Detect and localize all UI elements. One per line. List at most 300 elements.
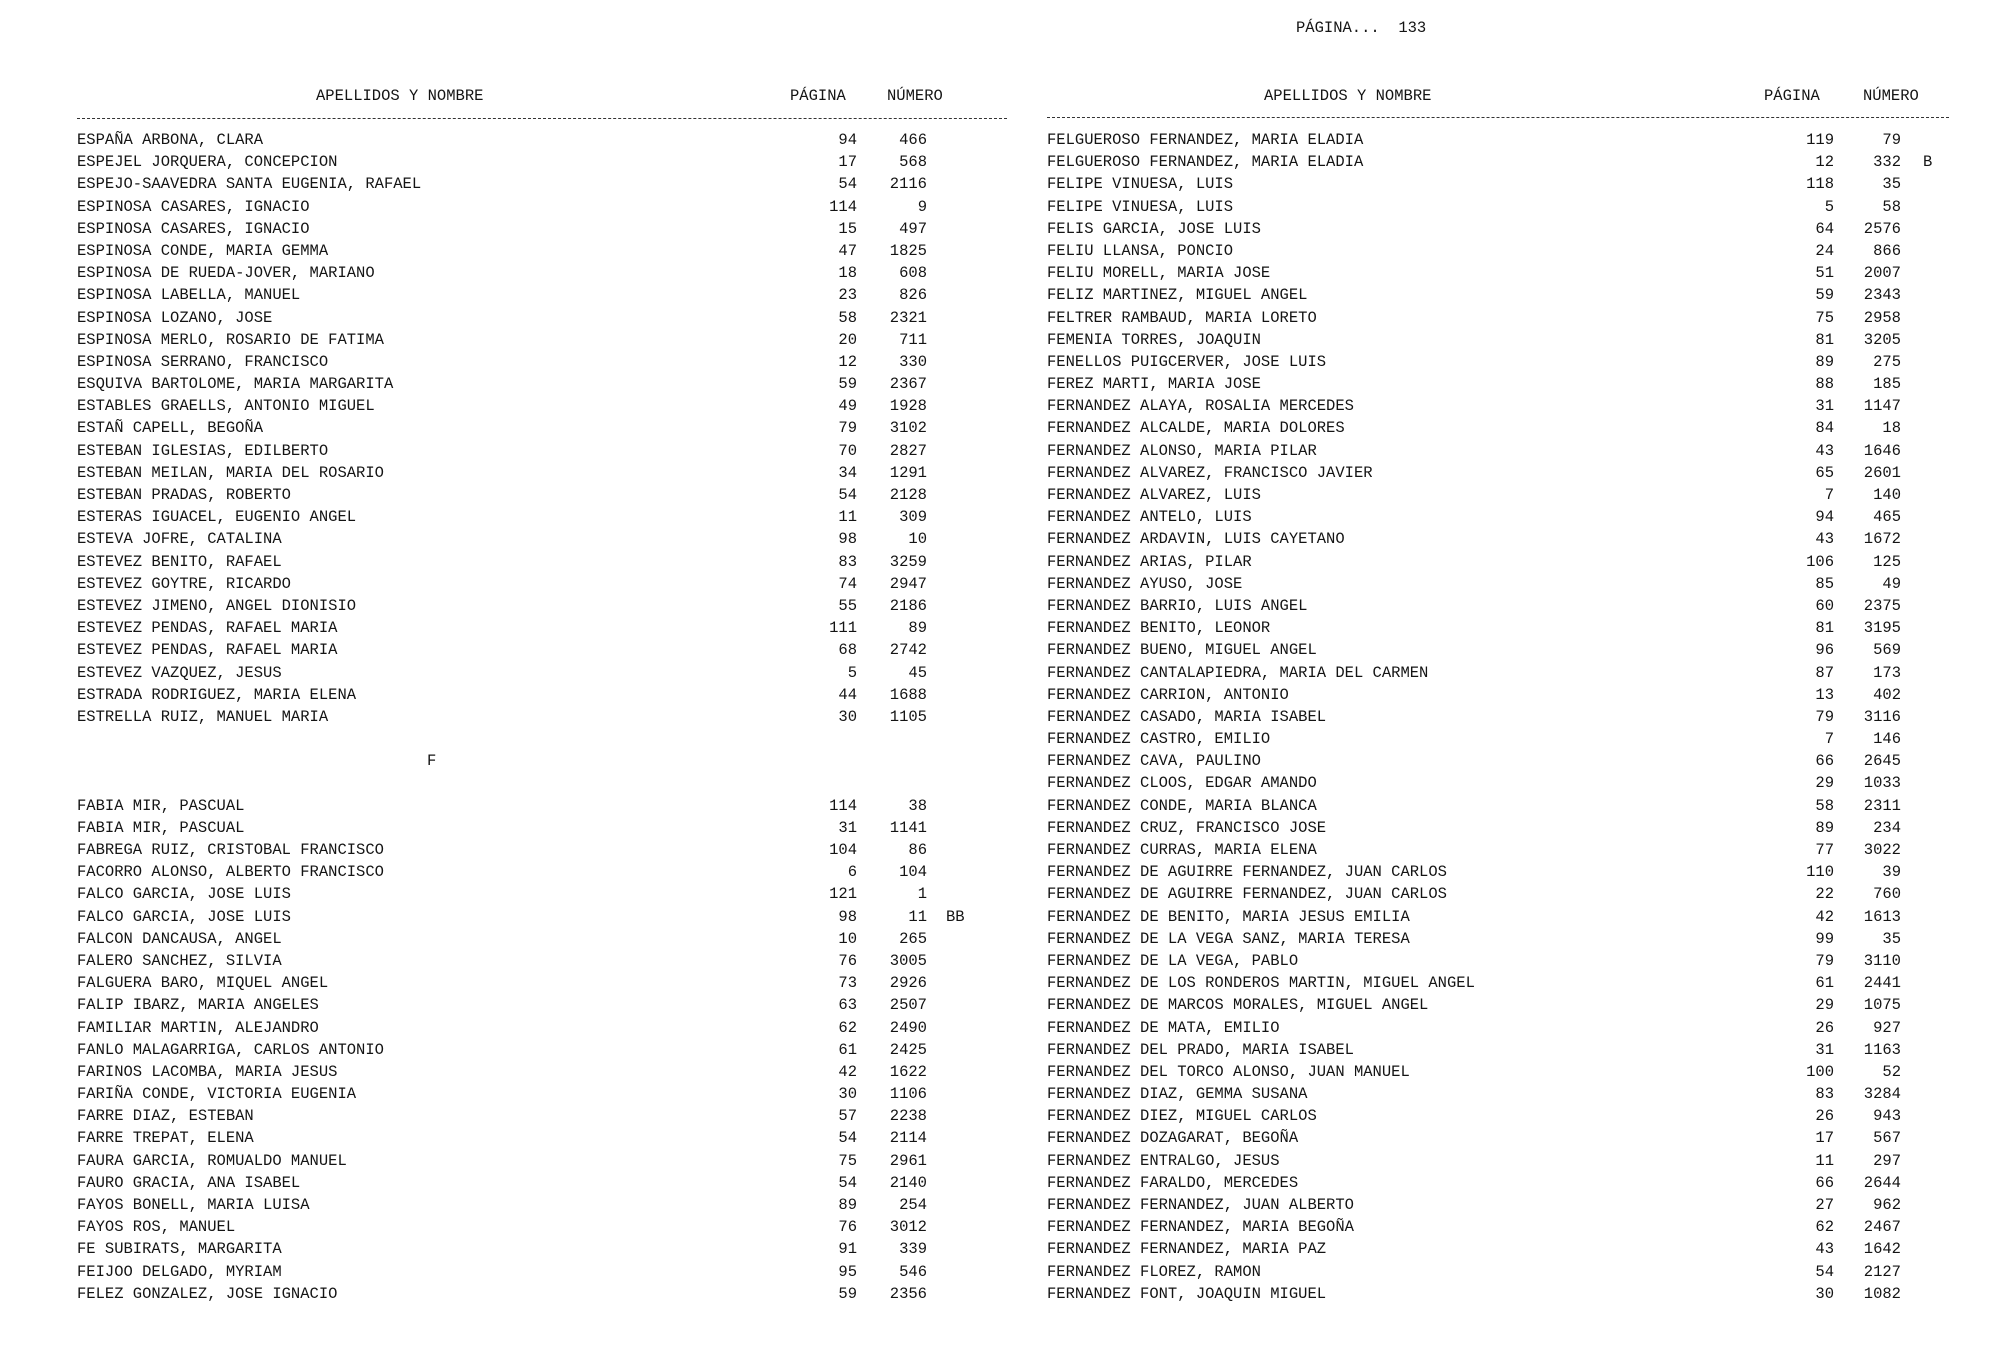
entry-name: FERNANDEZ ARIAS, PILAR bbox=[1047, 552, 1252, 571]
entry-name: FELEZ GONZALEZ, JOSE IGNACIO bbox=[77, 1284, 338, 1303]
entry-pagina: 17 bbox=[838, 153, 857, 172]
index-entry bbox=[1047, 1039, 1947, 1061]
right-header-pagina: PÁGINA bbox=[1764, 87, 1820, 105]
entry-numero: 332 bbox=[1873, 153, 1901, 172]
entry-name: FARIÑA CONDE, VICTORIA EUGENIA bbox=[77, 1085, 357, 1104]
index-entry bbox=[1047, 861, 1947, 883]
right-header-numero: NÚMERO bbox=[1863, 87, 1919, 105]
entry-pagina: 42 bbox=[1815, 907, 1834, 926]
entry-pagina: 30 bbox=[838, 707, 857, 726]
index-entry bbox=[1047, 839, 1947, 861]
entry-pagina: 76 bbox=[838, 1218, 857, 1237]
entry-name: FERNANDEZ ALCALDE, MARIA DOLORES bbox=[1047, 419, 1345, 438]
entry-name: FERNANDEZ FERNANDEZ, MARIA PAZ bbox=[1047, 1240, 1327, 1259]
index-entry bbox=[77, 506, 977, 528]
index-entry bbox=[1047, 329, 1947, 351]
index-entry bbox=[1047, 307, 1947, 329]
entry-pagina: 18 bbox=[838, 264, 857, 283]
index-entry bbox=[1047, 1261, 1947, 1283]
index-entry bbox=[77, 706, 977, 728]
entry-pagina: 17 bbox=[1815, 1129, 1834, 1148]
entry-pagina: 75 bbox=[838, 1151, 857, 1170]
entry-pagina: 51 bbox=[1815, 264, 1834, 283]
index-entry bbox=[77, 417, 977, 439]
entry-pagina: 59 bbox=[838, 1284, 857, 1303]
entry-pagina: 119 bbox=[1806, 131, 1834, 149]
index-entry bbox=[77, 883, 977, 905]
entry-pagina: 70 bbox=[838, 441, 857, 460]
entry-name: ESPEJO-SAAVEDRA SANTA EUGENIA, RAFAEL bbox=[77, 175, 422, 194]
entry-numero: 49 bbox=[1882, 574, 1901, 593]
index-entry bbox=[77, 351, 977, 373]
entry-pagina: 54 bbox=[838, 175, 857, 194]
index-entry bbox=[1047, 883, 1947, 905]
index-entry bbox=[77, 617, 977, 639]
entry-pagina: 61 bbox=[838, 1040, 857, 1059]
entry-numero: 297 bbox=[1873, 1151, 1901, 1170]
entry-pagina: 94 bbox=[1815, 508, 1834, 527]
page-label: PÁGINA... bbox=[1296, 19, 1380, 37]
entry-numero: 1141 bbox=[889, 818, 927, 837]
entry-numero: 10 bbox=[908, 530, 927, 549]
entry-pagina: 43 bbox=[1815, 441, 1834, 460]
index-entry bbox=[77, 528, 977, 550]
index-entry bbox=[1047, 950, 1947, 972]
index-entry bbox=[1047, 573, 1947, 595]
entry-name: ESTEBAN MEILAN, MARIA DEL ROSARIO bbox=[77, 463, 384, 482]
entry-pagina: 95 bbox=[838, 1262, 857, 1281]
entry-pagina: 64 bbox=[1815, 219, 1834, 238]
index-entry bbox=[77, 284, 977, 306]
index-entry bbox=[1047, 1083, 1947, 1105]
index-entry bbox=[77, 795, 977, 817]
entry-pagina: 47 bbox=[838, 241, 857, 260]
entry-name: FERNANDEZ DIAZ, GEMMA SUSANA bbox=[1047, 1085, 1308, 1104]
entry-name: FERNANDEZ FARALDO, MERCEDES bbox=[1047, 1173, 1299, 1192]
entry-name: FEREZ MARTI, MARIA JOSE bbox=[1047, 375, 1261, 394]
entry-numero: 2467 bbox=[1863, 1218, 1901, 1237]
entry-numero: 330 bbox=[899, 352, 927, 371]
index-entry bbox=[1047, 151, 1947, 173]
index-entry bbox=[1047, 262, 1947, 284]
entry-numero: 185 bbox=[1873, 375, 1901, 394]
entry-numero: 3284 bbox=[1863, 1085, 1901, 1104]
entry-name: FALERO SANCHEZ, SILVIA bbox=[77, 951, 282, 970]
index-entry bbox=[1047, 906, 1947, 928]
left-header-name: APELLIDOS Y NOMBRE bbox=[316, 87, 484, 105]
index-entry bbox=[77, 484, 977, 506]
entry-name: FERNANDEZ CRUZ, FRANCISCO JOSE bbox=[1047, 818, 1327, 837]
entry-name: FERNANDEZ ALONSO, MARIA PILAR bbox=[1047, 441, 1317, 460]
entry-name: ESTRELLA RUIZ, MANUEL MARIA bbox=[77, 707, 329, 726]
entry-pagina: 111 bbox=[829, 619, 857, 638]
entry-numero: 3012 bbox=[889, 1218, 927, 1237]
index-entry bbox=[1047, 728, 1947, 750]
index-entry bbox=[1047, 1017, 1947, 1039]
entry-numero: 1105 bbox=[889, 707, 927, 726]
entry-numero: 140 bbox=[1873, 486, 1901, 504]
index-entry bbox=[77, 595, 977, 617]
entry-numero: 52 bbox=[1882, 1062, 1901, 1081]
entry-pagina: 5 bbox=[1824, 197, 1834, 216]
entry-name: FAURA GARCIA, ROMUALDO MANUEL bbox=[77, 1151, 347, 1170]
entry-pagina: 54 bbox=[838, 1129, 857, 1148]
entry-name: FERNANDEZ DE MARCOS MORALES, MIGUEL ANGEL bbox=[1047, 996, 1429, 1015]
entry-pagina: 65 bbox=[1815, 463, 1834, 482]
entry-numero: 927 bbox=[1873, 1018, 1901, 1037]
entry-name: ESPINOSA MERLO, ROSARIO DE FATIMA bbox=[77, 330, 384, 349]
entry-numero: 497 bbox=[899, 219, 927, 238]
index-entry bbox=[1047, 750, 1947, 772]
index-entry bbox=[77, 1172, 977, 1194]
index-entry bbox=[77, 329, 977, 351]
entry-pagina: 89 bbox=[1815, 352, 1834, 371]
index-entry bbox=[77, 1150, 977, 1172]
entry-pagina: 110 bbox=[1806, 863, 1834, 882]
entry-numero: 1825 bbox=[889, 241, 927, 260]
entry-name: FACORRO ALONSO, ALBERTO FRANCISCO bbox=[77, 863, 384, 882]
index-entry bbox=[77, 440, 977, 462]
entry-name: ESTEVA JOFRE, CATALINA bbox=[77, 530, 282, 549]
page-number: 133 bbox=[1398, 19, 1427, 37]
entry-name: ESPINOSA LABELLA, MANUEL bbox=[77, 286, 301, 305]
entry-name: ESTEVEZ JIMENO, ANGEL DIONISIO bbox=[77, 596, 357, 615]
index-entry bbox=[1047, 595, 1947, 617]
entry-name: FERNANDEZ DEL PRADO, MARIA ISABEL bbox=[1047, 1040, 1354, 1059]
entry-numero: 2507 bbox=[889, 996, 927, 1015]
index-entry bbox=[1047, 1150, 1947, 1172]
index-entry bbox=[1047, 617, 1947, 639]
entry-name: FELGUEROSO FERNANDEZ, MARIA ELADIA bbox=[1047, 153, 1364, 172]
entry-numero: 943 bbox=[1873, 1107, 1901, 1126]
entry-name: FERNANDEZ DE LA VEGA SANZ, MARIA TERESA bbox=[1047, 929, 1410, 948]
entry-pagina: 96 bbox=[1815, 641, 1834, 660]
index-entry bbox=[77, 1216, 977, 1238]
index-entry bbox=[77, 1039, 977, 1061]
index-entry bbox=[77, 1017, 977, 1039]
entry-name: ESPINOSA CASARES, IGNACIO bbox=[77, 197, 310, 216]
index-entry bbox=[1047, 662, 1947, 684]
entry-numero: 125 bbox=[1873, 552, 1901, 571]
entry-name: ESTEVEZ BENITO, RAFAEL bbox=[77, 552, 282, 571]
entry-pagina: 104 bbox=[829, 841, 857, 859]
entry-pagina: 77 bbox=[1815, 841, 1834, 859]
entry-numero: 1147 bbox=[1863, 397, 1901, 416]
entry-name: FERNANDEZ ARDAVIN, LUIS CAYETANO bbox=[1047, 530, 1345, 549]
entry-numero: 1688 bbox=[889, 685, 927, 704]
entry-pagina: 91 bbox=[838, 1240, 857, 1259]
index-entry bbox=[1047, 440, 1947, 462]
entry-numero: 1928 bbox=[889, 397, 927, 416]
entry-numero: 3195 bbox=[1863, 619, 1901, 638]
entry-numero: 234 bbox=[1873, 818, 1901, 837]
entry-numero: 2947 bbox=[889, 574, 927, 593]
entry-numero: 79 bbox=[1882, 131, 1901, 149]
index-entry bbox=[77, 906, 977, 928]
entry-name: FERNANDEZ CASADO, MARIA ISABEL bbox=[1047, 707, 1327, 726]
entry-pagina: 7 bbox=[1824, 486, 1834, 504]
entry-pagina: 42 bbox=[838, 1062, 857, 1081]
entry-name: FELTRER RAMBAUD, MARIA LORETO bbox=[1047, 308, 1317, 327]
entry-name: ESTEVEZ VAZQUEZ, JESUS bbox=[77, 663, 282, 682]
entry-numero: 45 bbox=[908, 663, 927, 682]
entry-name: FABIA MIR, PASCUAL bbox=[77, 796, 245, 815]
entry-name: FERNANDEZ CAVA, PAULINO bbox=[1047, 752, 1261, 771]
index-entry bbox=[77, 1283, 977, 1305]
index-entry bbox=[77, 1061, 977, 1083]
index-entry bbox=[77, 551, 977, 573]
index-entry bbox=[77, 839, 977, 861]
index-entry bbox=[1047, 1061, 1947, 1083]
entry-name: FERNANDEZ FERNANDEZ, JUAN ALBERTO bbox=[1047, 1196, 1354, 1214]
entry-numero: 2926 bbox=[889, 974, 927, 993]
index-entry bbox=[77, 218, 977, 240]
right-header-name: APELLIDOS Y NOMBRE bbox=[1264, 87, 1432, 105]
entry-pagina: 15 bbox=[838, 219, 857, 238]
entry-pagina: 98 bbox=[838, 530, 857, 549]
entry-numero: 2127 bbox=[1863, 1262, 1901, 1281]
index-entry bbox=[77, 462, 977, 484]
entry-pagina: 23 bbox=[838, 286, 857, 305]
entry-name: FERNANDEZ CANTALAPIEDRA, MARIA DEL CARMEN bbox=[1047, 663, 1429, 682]
entry-numero: 826 bbox=[899, 286, 927, 305]
entry-name: ESPAÑA ARBONA, CLARA bbox=[77, 131, 264, 149]
entry-pagina: 29 bbox=[1815, 996, 1834, 1015]
entry-pagina: 62 bbox=[838, 1018, 857, 1037]
entry-pagina: 89 bbox=[838, 1196, 857, 1214]
entry-numero: 309 bbox=[899, 508, 927, 527]
entry-numero: 2367 bbox=[889, 375, 927, 394]
index-entry bbox=[77, 196, 977, 218]
entry-numero: 1642 bbox=[1863, 1240, 1901, 1259]
entry-numero: 866 bbox=[1873, 241, 1901, 260]
entry-numero: 2576 bbox=[1863, 219, 1901, 238]
entry-numero: 2186 bbox=[889, 596, 927, 615]
entry-pagina: 54 bbox=[838, 486, 857, 504]
entry-name: FERNANDEZ CARRION, ANTONIO bbox=[1047, 685, 1289, 704]
entry-pagina: 114 bbox=[829, 796, 857, 815]
entry-name: FEMENIA TORRES, JOAQUIN bbox=[1047, 330, 1261, 349]
entry-name: ESPINOSA LOZANO, JOSE bbox=[77, 308, 273, 327]
index-entry bbox=[1047, 972, 1947, 994]
entry-name: FANLO MALAGARRIGA, CARLOS ANTONIO bbox=[77, 1040, 384, 1059]
entry-pagina: 59 bbox=[1815, 286, 1834, 305]
entry-name: FERNANDEZ BENITO, LEONOR bbox=[1047, 619, 1271, 638]
index-entry bbox=[1047, 817, 1947, 839]
entry-pagina: 12 bbox=[1815, 153, 1834, 172]
entry-name: ESPINOSA CASARES, IGNACIO bbox=[77, 219, 310, 238]
entry-name: FELIS GARCIA, JOSE LUIS bbox=[1047, 219, 1261, 238]
entry-pagina: 6 bbox=[847, 863, 857, 882]
entry-name: FERNANDEZ ALVAREZ, LUIS bbox=[1047, 486, 1261, 504]
entry-numero: 2958 bbox=[1863, 308, 1901, 327]
index-entry bbox=[77, 817, 977, 839]
entry-numero: 1622 bbox=[889, 1062, 927, 1081]
index-entry bbox=[77, 662, 977, 684]
entry-pagina: 87 bbox=[1815, 663, 1834, 682]
index-entry bbox=[77, 240, 977, 262]
entry-pagina: 75 bbox=[1815, 308, 1834, 327]
entry-pagina: 62 bbox=[1815, 1218, 1834, 1237]
index-entry bbox=[1047, 1105, 1947, 1127]
index-entry bbox=[77, 1127, 977, 1149]
entry-numero: 2128 bbox=[889, 486, 927, 504]
entry-pagina: 99 bbox=[1815, 929, 1834, 948]
entry-name: ESQUIVA BARTOLOME, MARIA MARGARITA bbox=[77, 375, 394, 394]
page-number-header bbox=[1296, 21, 1426, 37]
index-entry bbox=[77, 994, 977, 1016]
entry-pagina: 22 bbox=[1815, 885, 1834, 904]
entry-pagina: 94 bbox=[838, 131, 857, 149]
entry-pagina: 10 bbox=[838, 929, 857, 948]
entry-numero: 2238 bbox=[889, 1107, 927, 1126]
entry-numero: 3022 bbox=[1863, 841, 1901, 859]
entry-pagina: 74 bbox=[838, 574, 857, 593]
entry-pagina: 118 bbox=[1806, 175, 1834, 194]
entry-name: FERNANDEZ CURRAS, MARIA ELENA bbox=[1047, 841, 1317, 859]
entry-pagina: 58 bbox=[838, 308, 857, 327]
entry-name: ESTEVEZ PENDAS, RAFAEL MARIA bbox=[77, 619, 338, 638]
entry-numero: 11 bbox=[908, 907, 927, 926]
entry-pagina: 31 bbox=[1815, 1040, 1834, 1059]
entry-pagina: 43 bbox=[1815, 1240, 1834, 1259]
entry-pagina: 66 bbox=[1815, 1173, 1834, 1192]
entry-numero: 89 bbox=[908, 619, 927, 638]
entry-numero: 2356 bbox=[889, 1284, 927, 1303]
index-entry bbox=[1047, 462, 1947, 484]
entry-pagina: 66 bbox=[1815, 752, 1834, 771]
entry-numero: 35 bbox=[1882, 175, 1901, 194]
entry-pagina: 7 bbox=[1824, 730, 1834, 749]
entry-numero: 2490 bbox=[889, 1018, 927, 1037]
entry-numero: 1106 bbox=[889, 1085, 927, 1104]
entry-pagina: 61 bbox=[1815, 974, 1834, 993]
entry-name: FELGUEROSO FERNANDEZ, MARIA ELADIA bbox=[1047, 131, 1364, 149]
index-entry bbox=[77, 861, 977, 883]
entry-pagina: 68 bbox=[838, 641, 857, 660]
entry-name: FERNANDEZ ALAYA, ROSALIA MERCEDES bbox=[1047, 397, 1354, 416]
index-entry bbox=[77, 1083, 977, 1105]
index-entry bbox=[1047, 928, 1947, 950]
entry-name: FARRE TREPAT, ELENA bbox=[77, 1129, 254, 1148]
entry-name: FERNANDEZ ALVAREZ, FRANCISCO JAVIER bbox=[1047, 463, 1373, 482]
entry-pagina: 26 bbox=[1815, 1107, 1834, 1126]
entry-numero: 962 bbox=[1873, 1196, 1901, 1214]
left-index-column bbox=[77, 129, 977, 1305]
index-entry bbox=[1047, 484, 1947, 506]
entry-pagina: 73 bbox=[838, 974, 857, 993]
index-entry bbox=[77, 1105, 977, 1127]
index-entry bbox=[1047, 506, 1947, 528]
entry-pagina: 106 bbox=[1806, 552, 1834, 571]
right-divider bbox=[1047, 117, 1949, 118]
entry-name: FERNANDEZ AYUSO, JOSE bbox=[1047, 574, 1243, 593]
entry-numero: 1082 bbox=[1863, 1284, 1901, 1303]
left-header-numero: NÚMERO bbox=[887, 87, 943, 105]
entry-numero: 1033 bbox=[1863, 774, 1901, 793]
entry-numero: 608 bbox=[899, 264, 927, 283]
entry-numero: 35 bbox=[1882, 929, 1901, 948]
entry-numero: 2343 bbox=[1863, 286, 1901, 305]
entry-numero: 265 bbox=[899, 929, 927, 948]
index-entry bbox=[1047, 1194, 1947, 1216]
index-entry bbox=[1047, 129, 1947, 151]
entry-numero: 2140 bbox=[889, 1173, 927, 1192]
entry-pagina: 76 bbox=[838, 951, 857, 970]
entry-numero: 1163 bbox=[1863, 1040, 1901, 1059]
entry-name: FERNANDEZ ANTELO, LUIS bbox=[1047, 508, 1252, 527]
index-entry bbox=[77, 684, 977, 706]
entry-numero: 2425 bbox=[889, 1040, 927, 1059]
index-entry bbox=[1047, 373, 1947, 395]
entry-name: FABREGA RUIZ, CRISTOBAL FRANCISCO bbox=[77, 841, 384, 859]
entry-numero: 402 bbox=[1873, 685, 1901, 704]
entry-pagina: 30 bbox=[838, 1085, 857, 1104]
entry-numero: 2375 bbox=[1863, 596, 1901, 615]
entry-name: FERNANDEZ DE AGUIRRE FERNANDEZ, JUAN CARLOS bbox=[1047, 885, 1447, 904]
index-entry bbox=[1047, 395, 1947, 417]
entry-numero: 2961 bbox=[889, 1151, 927, 1170]
entry-pagina: 30 bbox=[1815, 1284, 1834, 1303]
entry-pagina: 63 bbox=[838, 996, 857, 1015]
entry-pagina: 54 bbox=[1815, 1262, 1834, 1281]
entry-name: FAYOS ROS, MANUEL bbox=[77, 1218, 236, 1237]
entry-numero: 2601 bbox=[1863, 463, 1901, 482]
index-entry bbox=[1047, 173, 1947, 195]
entry-name: FALCON DANCAUSA, ANGEL bbox=[77, 929, 282, 948]
entry-name: FERNANDEZ FLOREZ, RAMON bbox=[1047, 1262, 1261, 1281]
entry-name: FERNANDEZ DE AGUIRRE FERNANDEZ, JUAN CARLOS bbox=[1047, 863, 1447, 882]
entry-pagina: 79 bbox=[1815, 707, 1834, 726]
index-entry bbox=[77, 262, 977, 284]
index-entry bbox=[1047, 1172, 1947, 1194]
entry-name: FELIU MORELL, MARIA JOSE bbox=[1047, 264, 1271, 283]
index-entry bbox=[77, 129, 977, 151]
index-entry bbox=[1047, 994, 1947, 1016]
entry-pagina: 26 bbox=[1815, 1018, 1834, 1037]
entry-pagina: 79 bbox=[838, 419, 857, 438]
index-entry bbox=[1047, 1283, 1947, 1305]
index-entry bbox=[77, 573, 977, 595]
entry-numero: 569 bbox=[1873, 641, 1901, 660]
index-entry bbox=[77, 1238, 977, 1260]
entry-name: FAMILIAR MARTIN, ALEJANDRO bbox=[77, 1018, 319, 1037]
entry-name: ESPINOSA SERRANO, FRANCISCO bbox=[77, 352, 329, 371]
entry-numero: 1646 bbox=[1863, 441, 1901, 460]
entry-pagina: 89 bbox=[1815, 818, 1834, 837]
index-entry bbox=[1047, 1127, 1947, 1149]
entry-pagina: 98 bbox=[838, 907, 857, 926]
section-letter-row bbox=[77, 750, 977, 772]
index-entry bbox=[1047, 240, 1947, 262]
entry-name: FERNANDEZ CASTRO, EMILIO bbox=[1047, 730, 1271, 749]
entry-numero: 2827 bbox=[889, 441, 927, 460]
entry-numero: 3116 bbox=[1863, 707, 1901, 726]
entry-name: ESPINOSA CONDE, MARIA GEMMA bbox=[77, 241, 329, 260]
entry-pagina: 85 bbox=[1815, 574, 1834, 593]
index-entry bbox=[1047, 196, 1947, 218]
entry-name: FERNANDEZ DE LA VEGA, PABLO bbox=[1047, 951, 1299, 970]
entry-name: FERNANDEZ DE MATA, EMILIO bbox=[1047, 1018, 1280, 1037]
entry-numero: 568 bbox=[899, 153, 927, 172]
entry-pagina: 84 bbox=[1815, 419, 1834, 438]
entry-numero: 567 bbox=[1873, 1129, 1901, 1148]
entry-name: FALIP IBARZ, MARIA ANGELES bbox=[77, 996, 319, 1015]
entry-pagina: 11 bbox=[1815, 1151, 1834, 1170]
entry-name: FALGUERA BARO, MIQUEL ANGEL bbox=[77, 974, 329, 993]
entry-numero: 3110 bbox=[1863, 951, 1901, 970]
index-entry bbox=[1047, 772, 1947, 794]
